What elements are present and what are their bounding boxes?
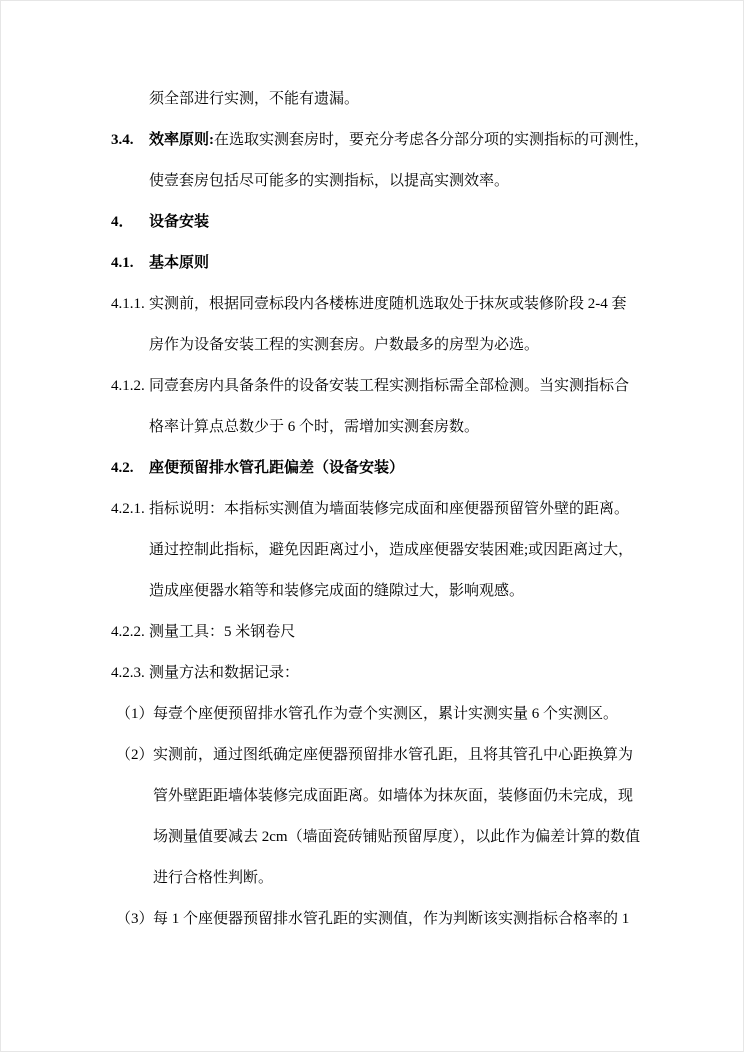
paragraph [111, 243, 651, 284]
text-line: 通过控制此指标，避免因距离过小，造成座便器安装困难;或因距离过大， [149, 542, 634, 558]
text-line: 须全部进行实测，不能有遗漏。 [149, 91, 360, 107]
paragraph [111, 79, 651, 120]
paragraph-number: 3.4. [111, 132, 134, 148]
paragraph-number: （1） [116, 706, 154, 722]
text-line: 座便预留排水管孔距偏差（设备安装） [149, 460, 405, 476]
text-line: 使壹套房包括尽可能多的实测指标，以提高实测效率。 [149, 173, 510, 189]
text-line: 造成座便器水箱等和装修完成面的缝隙过大，影响观感。 [149, 583, 525, 599]
text-line: 基本原则 [149, 255, 210, 271]
paragraph-number: 4． [111, 214, 134, 230]
paragraph [111, 735, 651, 899]
text-line: 指标说明：本指标实测值为墙面装修完成面和座便器预留管外壁的距离。 [149, 501, 630, 517]
paragraph [111, 448, 651, 489]
paragraph-number: 4.2. [111, 460, 134, 476]
text-line: 设备安装 [149, 214, 210, 230]
paragraph [111, 612, 651, 653]
text-line: 管外壁距距墙体装修完成面距离。如墙体为抹灰面，装修面仍未完成，现 [153, 788, 634, 804]
paragraph-number: （3） [116, 911, 154, 927]
paragraph-number: 4.1.1. [111, 296, 145, 312]
text-line: 每 1 个座便器预留排水管孔距的实测值，作为判断该实测指标合格率的 1 [153, 911, 630, 927]
text-line: 场测量值要减去 2cm（墙面瓷砖铺贴预留厚度），以此作为偏差计算的数值 [153, 829, 641, 845]
paragraph [111, 120, 651, 202]
text-line: 测量方法和数据记录： [149, 665, 300, 681]
paragraph-number: 4.2.2. [111, 624, 145, 640]
paragraph [111, 653, 651, 694]
text-run: 在选取实测套房时，要充分考虑各分部分项的实测指标的可测性， [214, 132, 650, 148]
paragraph-number: 4.1.2. [111, 378, 145, 394]
paragraph [111, 284, 651, 366]
text-line: 同壹套房内具备条件的设备安装工程实测指标需全部检测。当实测指标合 [149, 378, 630, 394]
paragraph-number: 4.2.3. [111, 665, 145, 681]
paragraph-number: 4.2.1. [111, 501, 145, 517]
paragraph [111, 694, 651, 735]
text-line: 格率计算点总数少于 6 个时，需增加实测套房数。 [149, 419, 480, 435]
paragraph [111, 366, 651, 448]
paragraph [111, 489, 651, 612]
paragraph-number: （2） [116, 747, 154, 763]
text-line: 每壹个座便预留排水管孔作为壹个实测区，累计实测实量 6 个实测区。 [153, 706, 619, 722]
paragraph-number: 4.1. [111, 255, 134, 271]
text-line: 实测前，根据同壹标段内各楼栋进度随机选取处于抹灰或装修阶段 2-4 套 [149, 296, 627, 312]
text-line [149, 120, 651, 161]
bold-label: 效率原则: [149, 132, 214, 148]
text-line: 测量工具：5 米钢卷尺 [149, 624, 296, 640]
text-line: 进行合格性判断。 [153, 870, 274, 886]
text-line: 实测前，通过图纸确定座便器预留排水管孔距，且将其管孔中心距换算为 [153, 747, 634, 763]
text-line: 房作为设备安装工程的实测套房。户数最多的房型为必选。 [149, 337, 540, 353]
paragraph [111, 899, 651, 940]
paragraph [111, 202, 651, 243]
